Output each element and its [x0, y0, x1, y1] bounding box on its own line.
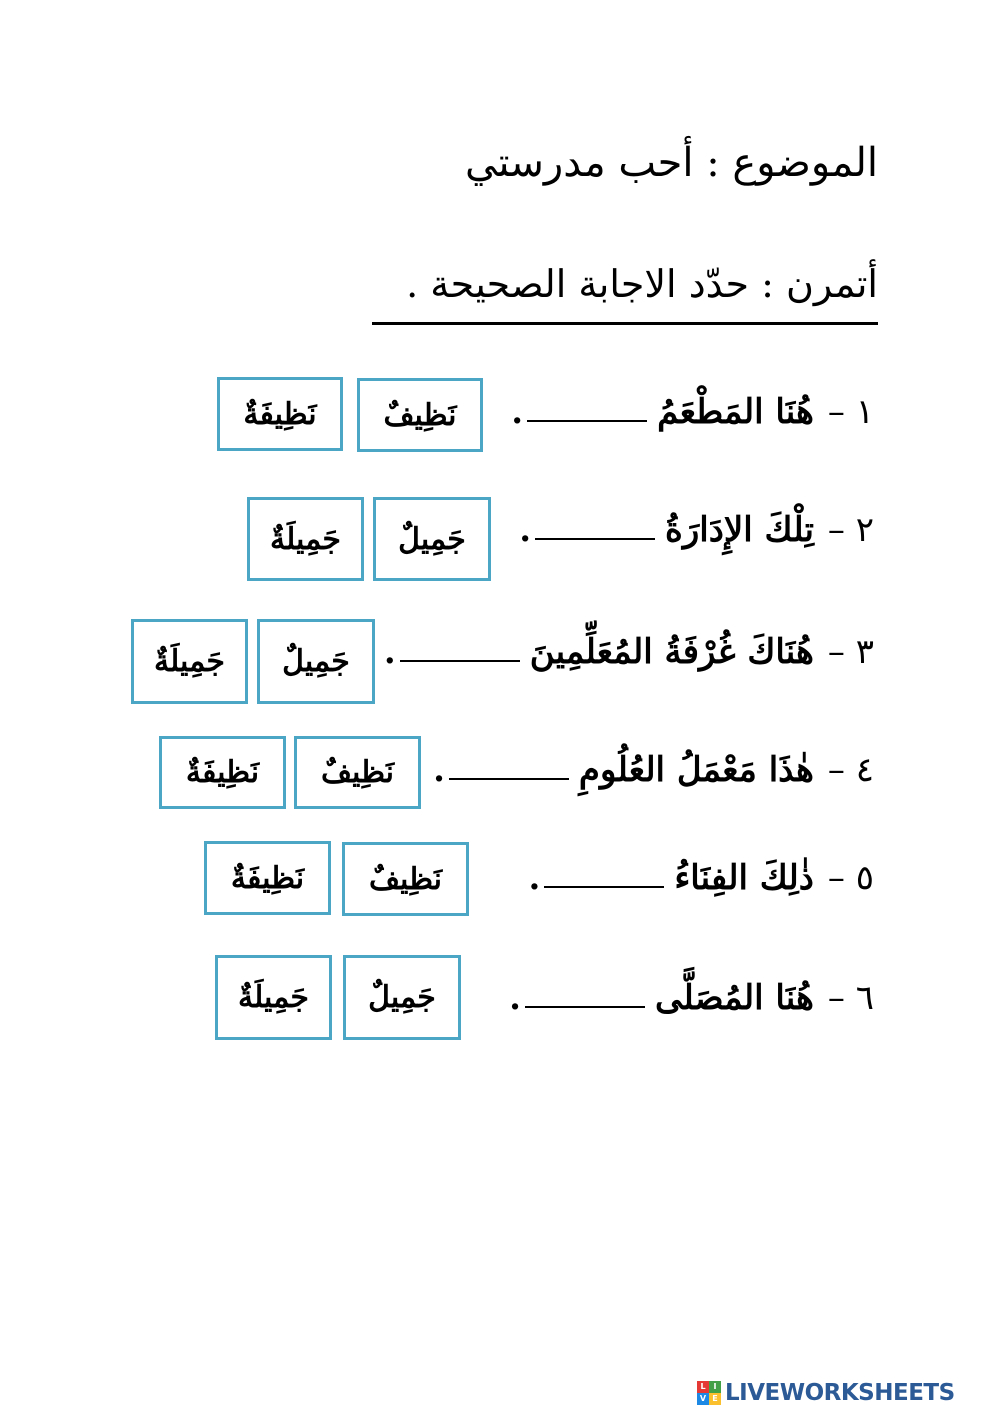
question-number: ٥ – [827, 858, 874, 898]
question-period: . [509, 978, 521, 1018]
answer-blank [525, 988, 645, 1008]
question-text: هُنَا المَطْعَمُ [657, 392, 814, 432]
option-button[interactable]: نَظِيفٌ [294, 736, 421, 809]
option-button[interactable]: نَظِيفٌ [342, 842, 469, 916]
option-button[interactable]: جَمِيلٌ [343, 955, 461, 1040]
option-button[interactable]: نَظِيفَةٌ [159, 736, 286, 809]
question-period: . [433, 750, 445, 790]
answer-blank [527, 402, 647, 422]
answer-blank [400, 642, 520, 662]
question-row-5 [528, 858, 874, 898]
question-text: تِلْكَ الإِدَارَةُ [665, 510, 814, 550]
option-button[interactable]: جَمِيلَةٌ [215, 955, 332, 1040]
question-number: ٢ – [827, 510, 874, 550]
option-button[interactable]: نَظِيفٌ [357, 378, 483, 452]
topic-title: الموضوع : أحب مدرستي [465, 140, 878, 186]
question-period: . [511, 392, 524, 432]
question-text: هُنَا المُصَلَّى [654, 978, 814, 1018]
question-text: هُنَاكَ غُرْفَةُ المُعَلِّمِينَ [529, 632, 814, 672]
brand-name: LIVEWORKSHEETS [725, 1380, 955, 1406]
question-number: ٦ – [827, 978, 874, 1018]
logo-letter: E [709, 1393, 721, 1405]
question-period: . [528, 858, 541, 898]
exercise-instruction: أتمرن : حدّد الاجابة الصحيحة . [406, 262, 878, 306]
instruction-underline [372, 322, 878, 325]
question-row-2 [519, 510, 874, 550]
option-button[interactable]: جَمِيلَةٌ [131, 619, 248, 704]
question-row-3 [384, 632, 874, 672]
option-button[interactable]: نَظِيفَةٌ [204, 841, 331, 915]
question-row-6 [509, 978, 874, 1018]
question-row-1 [511, 392, 874, 432]
option-button[interactable]: نَظِيفَةٌ [217, 377, 343, 451]
liveworksheets-logo-icon [697, 1381, 721, 1405]
question-number: ٤ – [827, 750, 874, 790]
answer-blank [449, 760, 569, 780]
question-period: . [519, 510, 532, 550]
answer-blank [544, 868, 664, 888]
question-row-4 [433, 750, 874, 790]
liveworksheets-brand[interactable] [697, 1378, 997, 1408]
answer-blank [535, 520, 655, 540]
question-number: ٣ – [827, 632, 874, 672]
option-button[interactable]: جَمِيلَةٌ [247, 497, 364, 581]
logo-letter: L [697, 1381, 709, 1393]
question-text: ذٰلِكَ الفِنَاءُ [674, 858, 814, 898]
question-text: هٰذَا مَعْمَلُ العُلُومِ [578, 750, 814, 790]
logo-letter: V [697, 1393, 709, 1405]
option-button[interactable]: جَمِيلٌ [373, 497, 491, 581]
logo-letter: I [709, 1381, 721, 1393]
question-period: . [383, 632, 396, 672]
question-number: ١ – [827, 392, 874, 432]
option-button[interactable]: جَمِيلٌ [257, 619, 375, 704]
